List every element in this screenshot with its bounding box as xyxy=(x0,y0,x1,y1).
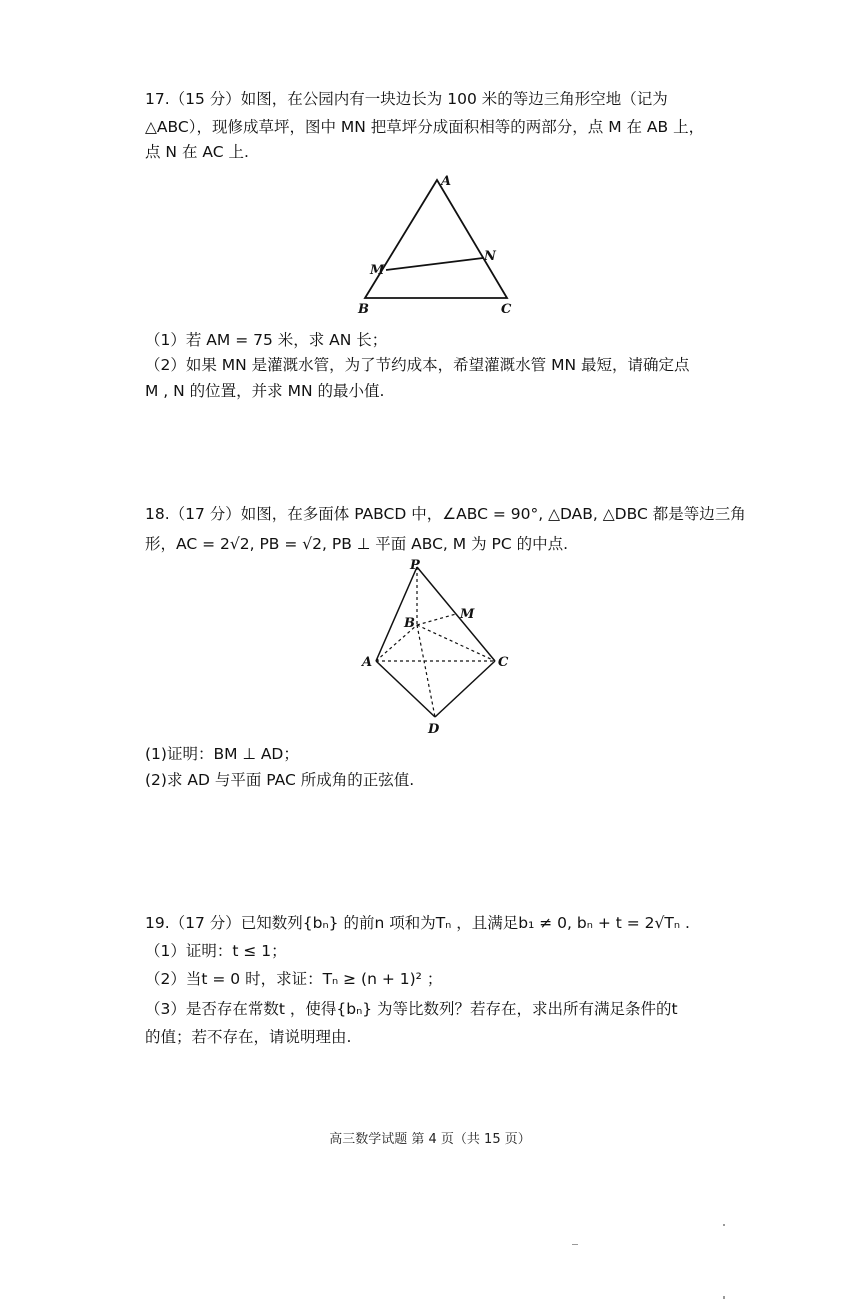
q19-part-2: （2）当t = 0 时，求证：Tₙ ≥ (n + 1)² ； xyxy=(145,970,443,988)
edge-pc xyxy=(417,567,495,661)
vertex-label-c: C xyxy=(501,302,512,317)
point-label-m: M xyxy=(370,263,385,278)
page-footer: 高三数学试题 第 4 页（共 15 页） xyxy=(329,1132,531,1147)
vertex-label-a: A xyxy=(441,174,452,189)
point-label-n: N xyxy=(484,249,496,264)
q17-part-1: （1）若 AM = 75 米，求 AN 长； xyxy=(145,331,388,349)
q19-part-3-line-2: 的值；若不存在，请说明理由. xyxy=(145,1028,352,1046)
q17-part-2-line-1: （2）如果 MN 是灌溉水管，为了节约成本，希望灌溉水管 MN 最短，请确定点 xyxy=(145,356,690,374)
q18-line-1: 18.（17 分）如图，在多面体 PABCD 中，∠ABC = 90°, △DAB, △DBC 都是等边三角 xyxy=(145,505,746,523)
q18-part-2: (2)求 AD 与平面 PAC 所成角的正弦值. xyxy=(145,771,415,789)
point-label-m: M xyxy=(460,607,475,622)
vertex-label-a: A xyxy=(362,655,373,670)
triangle-figure xyxy=(350,170,520,320)
q17-line-2: △ABC），现修成草坪，图中 MN 把草坪分成面积相等的两部分，点 M 在 AB 上， xyxy=(145,118,705,136)
q17-line-1: 17.（15 分）如图，在公园内有一块边长为 100 米的等边三角形空地（记为 xyxy=(145,90,668,108)
q18-line-2: 形，AC = 2√2, PB = √2, PB ⊥ 平面 ABC, M 为 PC 的中点. xyxy=(145,535,569,553)
scan-speck xyxy=(723,1224,725,1226)
triangle-abc xyxy=(365,180,507,298)
vertex-label-b: B xyxy=(358,302,369,317)
scan-speck xyxy=(572,1244,578,1245)
q17-part-2-line-2: M , N 的位置，并求 MN 的最小值. xyxy=(145,382,385,400)
edge-bm xyxy=(417,614,456,625)
edge-bc xyxy=(417,625,495,661)
q17-line-3: 点 N 在 AC 上. xyxy=(145,143,249,161)
vertex-label-p: P xyxy=(410,558,420,573)
q19-line-1: 19.（17 分）已知数列{bₙ} 的前n 项和为Tₙ ，且满足b₁ ≠ 0, bₙ + t = 2√Tₙ . xyxy=(145,914,690,932)
edge-pa xyxy=(376,567,417,661)
segment-mn xyxy=(386,258,483,270)
vertex-label-c: C xyxy=(498,655,509,670)
scan-speck xyxy=(723,1296,725,1299)
polyhedron-figure xyxy=(355,555,525,740)
vertex-label-d: D xyxy=(428,722,440,737)
q19-part-3-line-1: （3）是否存在常数t ，使得{bₙ} 为等比数列？若存在，求出所有满足条件的t xyxy=(145,1000,678,1018)
q18-part-1: (1)证明：BM ⊥ AD； xyxy=(145,745,299,763)
vertex-label-b: B xyxy=(404,616,415,631)
edge-cd xyxy=(435,661,495,717)
edge-ad xyxy=(376,661,435,717)
q19-part-1: （1）证明：t ≤ 1； xyxy=(145,942,287,960)
